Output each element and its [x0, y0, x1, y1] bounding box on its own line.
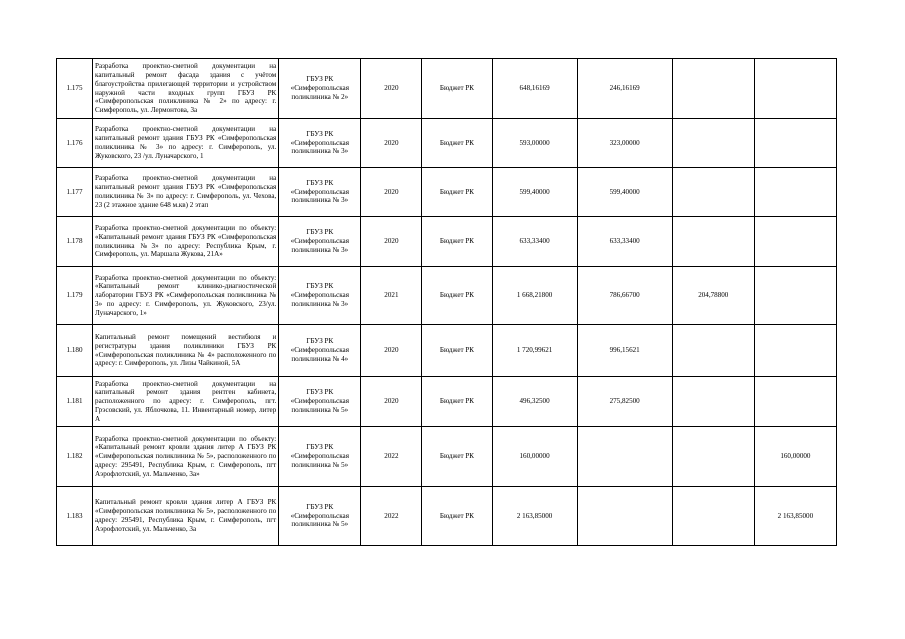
row-description: Разработка проектно-сметной документации на капитальный ремонт фасада здания с учётом благоустройства прилегающей территории и устройством наружной части входных групп ГБУЗ РК «Симферопольская поликлиника № 2» по адресу: г. Симферополь, ул. Лермонтова, 3а [93, 59, 279, 119]
row-value-2022 [754, 377, 836, 427]
row-total: 496,32500 [492, 377, 577, 427]
row-description: Разработка проектно-сметной документации по объекту: «Капитальный ремонт здания ГБУЗ РК «Симферопольская поликлиника №3» по адресу: Республика Крым, г. Симферополь, ул. Маршала Жукова, 21А» [93, 217, 279, 267]
row-value-2020: 633,33400 [577, 217, 672, 267]
table-row [57, 427, 837, 487]
table-row [57, 119, 837, 168]
row-value-2022 [754, 217, 836, 267]
row-description: Разработка проектно-сметной документации на капитальный ремонт здания ГБУЗ РК «Симферопольская поликлиника № 3» по адресу: г. Симферополь, ул. Чехова, 23 (2 этажное здание 648 м.кв) 2 этап [93, 168, 279, 217]
row-number: 1.178 [57, 217, 93, 267]
row-organization: ГБУЗ РК «Симферопольская поликлиника № 2» [279, 59, 361, 119]
row-organization: ГБУЗ РК «Симферопольская поликлиника № 5» [279, 377, 361, 427]
row-year: 2020 [361, 377, 422, 427]
row-value-2021 [672, 487, 754, 546]
row-value-2020: 599,40000 [577, 168, 672, 217]
table-row [57, 168, 837, 217]
row-total: 599,40000 [492, 168, 577, 217]
row-value-2022 [754, 59, 836, 119]
row-funding-source: Бюджет РК [422, 168, 492, 217]
row-organization: ГБУЗ РК «Симферопольская поликлиника № 3» [279, 267, 361, 325]
row-funding-source: Бюджет РК [422, 377, 492, 427]
row-year: 2020 [361, 119, 422, 168]
row-value-2021: 204,78800 [672, 267, 754, 325]
row-total: 593,00000 [492, 119, 577, 168]
row-value-2022 [754, 168, 836, 217]
row-total: 1 668,21800 [492, 267, 577, 325]
row-organization: ГБУЗ РК «Симферопольская поликлиника № 5» [279, 487, 361, 546]
table-row [57, 59, 837, 119]
row-description: Разработка проектно-сметной документации по объекту: «Капитальный ремонт клинико-диагностической лаборатории ГБУЗ РК «Симферопольская поликлиника № 3» по адресу: г. Симферополь, ул. Жуковского, 23/ул. Луначарского, 1» [93, 267, 279, 325]
row-value-2020: 275,82500 [577, 377, 672, 427]
row-value-2022 [754, 325, 836, 377]
row-total: 648,16169 [492, 59, 577, 119]
row-value-2020: 786,66700 [577, 267, 672, 325]
row-value-2020: 246,16169 [577, 59, 672, 119]
row-year: 2020 [361, 59, 422, 119]
row-funding-source: Бюджет РК [422, 267, 492, 325]
row-number: 1.175 [57, 59, 93, 119]
row-value-2020: 323,00000 [577, 119, 672, 168]
row-description: Капитальный ремонт кровли здания литер А ГБУЗ РК «Симферопольская поликлиника № 5», расположенного по адресу: 295491, Республика Крым, г. Симферополь, пгт Аэрофлотский, ул. Мальченко, 3а [93, 487, 279, 546]
row-year: 2022 [361, 487, 422, 546]
row-value-2022: 2 163,85000 [754, 487, 836, 546]
row-funding-source: Бюджет РК [422, 427, 492, 487]
table-row [57, 487, 837, 546]
row-value-2020: 996,15621 [577, 325, 672, 377]
row-value-2021 [672, 377, 754, 427]
row-organization: ГБУЗ РК «Симферопольская поликлиника № 3» [279, 217, 361, 267]
row-value-2022 [754, 119, 836, 168]
row-organization: ГБУЗ РК «Симферопольская поликлиника № 3» [279, 119, 361, 168]
row-total: 633,33400 [492, 217, 577, 267]
row-value-2021 [672, 427, 754, 487]
row-total: 2 163,85000 [492, 487, 577, 546]
row-value-2021 [672, 325, 754, 377]
row-funding-source: Бюджет РК [422, 487, 492, 546]
row-value-2021 [672, 59, 754, 119]
row-description: Разработка проектно-сметной документации на капитальный ремонт здания рентген кабинета, расположенного по адресу: г. Симферополь, пгт. Грэсовский, ул. Яблочкова, 11. Инвентарный номер, литер А [93, 377, 279, 427]
row-funding-source: Бюджет РК [422, 325, 492, 377]
row-organization: ГБУЗ РК «Симферопольская поликлиника № 5» [279, 427, 361, 487]
row-number: 1.177 [57, 168, 93, 217]
row-value-2022: 160,00000 [754, 427, 836, 487]
row-description: Разработка проектно-сметной документации на капитальный ремонт здания ГБУЗ РК «Симферопольская поликлиника № 3» по адресу: г. Симферополь, ул. Жуковского, 23 /ул. Луначарского, 1 [93, 119, 279, 168]
row-year: 2020 [361, 217, 422, 267]
row-value-2020 [577, 427, 672, 487]
row-year: 2020 [361, 325, 422, 377]
row-number: 1.182 [57, 427, 93, 487]
row-total: 160,00000 [492, 427, 577, 487]
row-organization: ГБУЗ РК «Симферопольская поликлиника № 3» [279, 168, 361, 217]
row-year: 2021 [361, 267, 422, 325]
budget-table [56, 58, 837, 546]
table-row [57, 267, 837, 325]
row-value-2021 [672, 168, 754, 217]
row-funding-source: Бюджет РК [422, 217, 492, 267]
row-value-2021 [672, 119, 754, 168]
row-number: 1.179 [57, 267, 93, 325]
row-number: 1.181 [57, 377, 93, 427]
row-year: 2020 [361, 168, 422, 217]
row-value-2022 [754, 267, 836, 325]
table-row [57, 217, 837, 267]
row-description: Разработка проектно-сметной документации по объекту: «Капитальный ремонт кровли здания литер А ГБУЗ РК «Симферопольская поликлиника № 5», расположенного по адресу: 295491, Республика Крым, г. Симферополь, пгт Аэрофлотский, ул. Мальченко, 3а» [93, 427, 279, 487]
row-funding-source: Бюджет РК [422, 59, 492, 119]
row-year: 2022 [361, 427, 422, 487]
row-number: 1.180 [57, 325, 93, 377]
row-total: 1 720,99621 [492, 325, 577, 377]
row-number: 1.176 [57, 119, 93, 168]
row-description: Капитальный ремонт помещений вестибюля и регистратуры здания поликлиники ГБУЗ РК «Симферопольская поликлиника № 4» расположенного по адресу: г. Симферополь, ул. Лизы Чайкиной, 5А [93, 325, 279, 377]
row-value-2020 [577, 487, 672, 546]
table-row [57, 325, 837, 377]
row-funding-source: Бюджет РК [422, 119, 492, 168]
row-value-2021 [672, 217, 754, 267]
row-number: 1.183 [57, 487, 93, 546]
table-row [57, 377, 837, 427]
row-organization: ГБУЗ РК «Симферопольская поликлиника № 4» [279, 325, 361, 377]
